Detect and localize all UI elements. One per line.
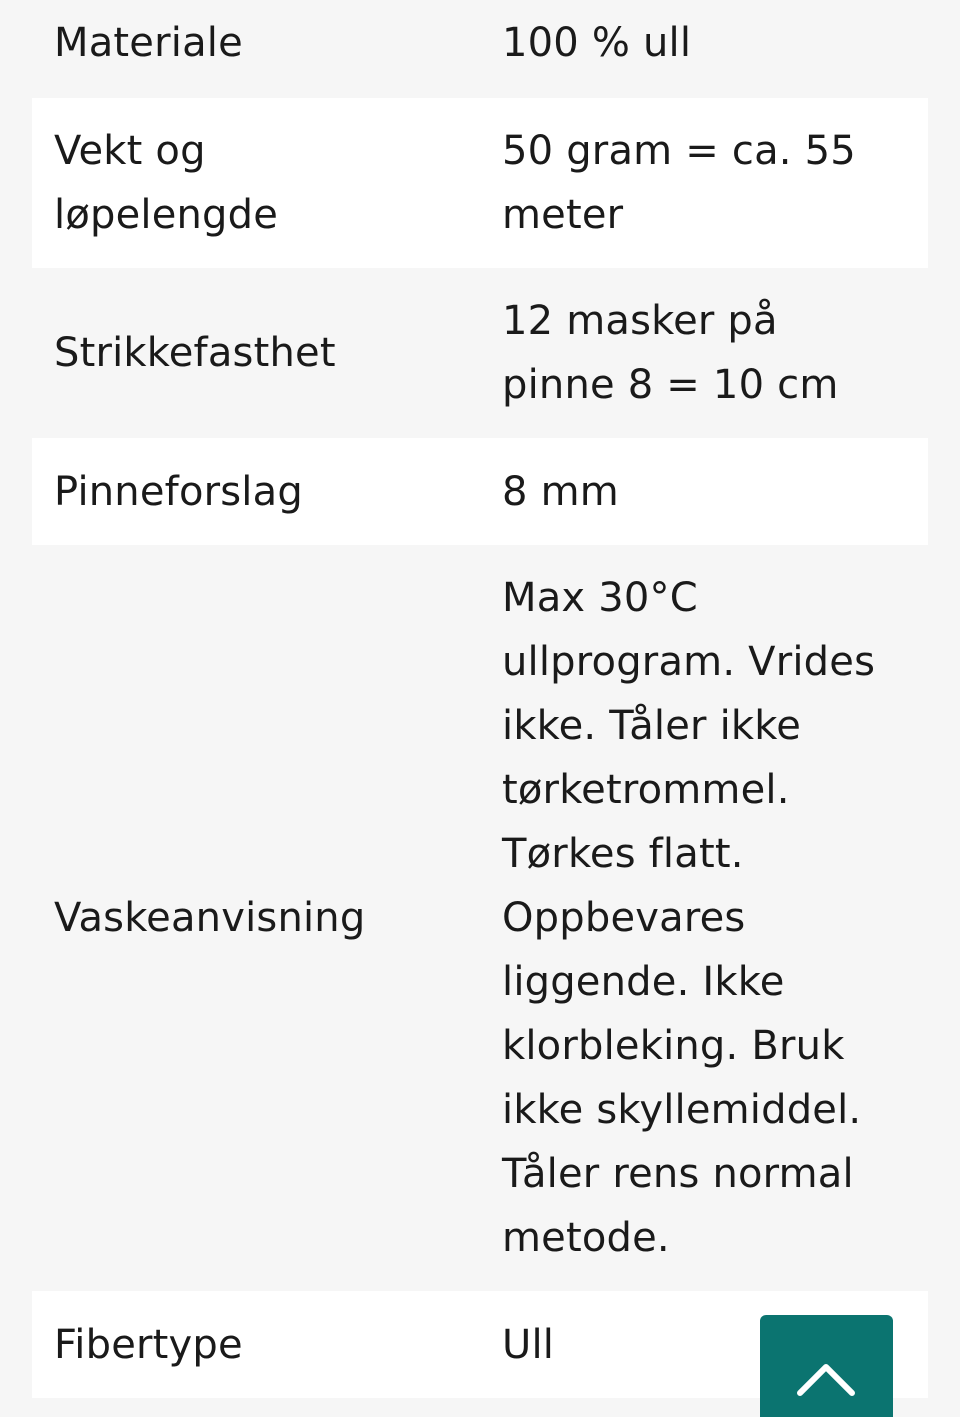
spec-value: Max 30°C ullprogram. Vrides ikke. Tåler ikke tørketrommel. Tørkes flatt. Oppbevares liggende. Ikke klorbleking. Bruk ikke skyllemiddel. Tåler rens normal metode. [502,575,876,1261]
product-specs-table [32,0,928,1398]
spec-label: Strikkefasthet [54,330,336,376]
spec-label: Vekt og løpelengde [54,128,279,238]
spec-row-gauge [32,268,928,438]
spec-value: 12 masker på pinne 8 = 10 cm [502,298,839,408]
spec-label: Pinneforslag [54,468,303,515]
chevron-up-icon [796,1359,856,1397]
spec-value: 8 mm [502,468,619,515]
scroll-to-top-button[interactable] [760,1315,893,1417]
spec-value: 100 % ull [502,20,692,66]
spec-row-needle [32,438,928,545]
spec-value: Ull [502,1321,555,1368]
spec-row-material [32,0,928,98]
spec-row-weight-length [32,98,928,268]
spec-row-washing [32,545,928,1291]
spec-label: Fibertype [54,1321,243,1368]
spec-label: Materiale [54,20,243,66]
spec-value: 50 gram = ca. 55 meter [502,128,856,238]
spec-label: Vaskeanvisning [54,895,366,941]
